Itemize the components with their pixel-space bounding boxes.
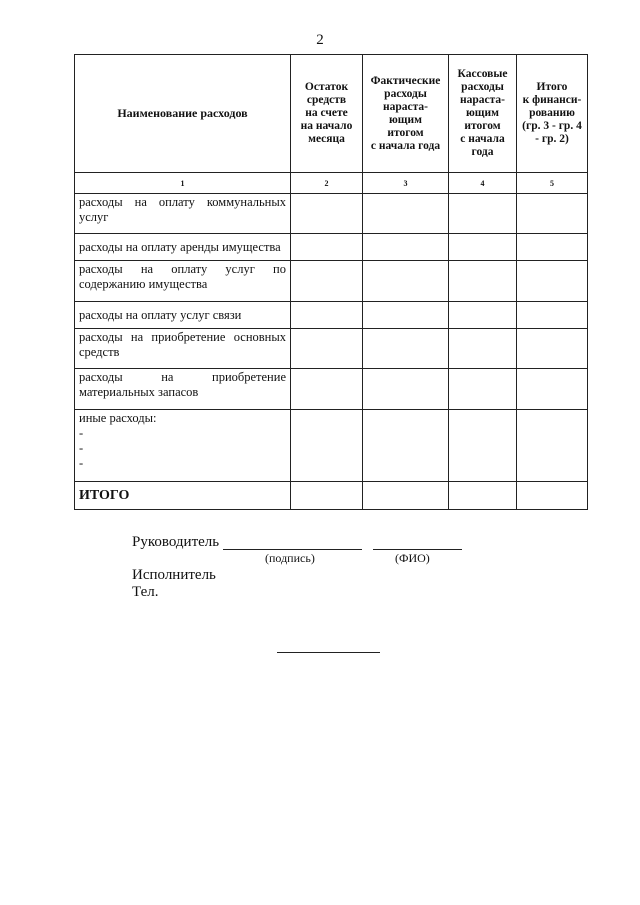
header-line: ющим xyxy=(466,107,499,119)
header-line: к финанси- xyxy=(522,94,582,106)
header-line: Остаток xyxy=(304,81,349,93)
header-line: с начала года xyxy=(370,139,441,152)
table-cell xyxy=(517,410,588,482)
table-row xyxy=(75,302,588,329)
executor-label: Исполнитель xyxy=(132,567,216,583)
header-total-financing xyxy=(517,55,588,173)
column-number: 3 xyxy=(363,173,449,194)
table-cell xyxy=(517,261,588,302)
table-cell xyxy=(449,261,517,302)
header-line: на счете xyxy=(305,107,348,119)
header-line: Фактические xyxy=(370,74,441,87)
table-cell xyxy=(363,482,449,510)
header-line: нараста- xyxy=(460,94,505,106)
table-cell xyxy=(449,410,517,482)
signature-caption: (подпись) xyxy=(265,551,315,565)
table-row xyxy=(75,329,588,369)
table-cell xyxy=(449,482,517,510)
header-line: ющим xyxy=(389,113,422,126)
table-cell xyxy=(291,261,363,302)
table-cell xyxy=(449,194,517,234)
header-line: нараста- xyxy=(383,100,428,113)
header-line: Кассовые xyxy=(457,68,508,80)
column-number: 1 xyxy=(75,173,291,194)
table-cell xyxy=(517,234,588,261)
row-label-rent: расходы на оплату аренды имущества xyxy=(75,234,291,261)
header-line: - гр. 2) xyxy=(535,133,569,145)
bottom-rule xyxy=(277,652,380,653)
row-label-fixed-assets: расходы на приобретение основных средств xyxy=(75,329,291,369)
name-line[interactable] xyxy=(373,549,462,550)
table-cell xyxy=(449,302,517,329)
table-cell xyxy=(517,482,588,510)
header-actual-expenses xyxy=(363,55,449,173)
header-line: рованию xyxy=(529,107,575,119)
header-row xyxy=(75,55,588,173)
column-number: 4 xyxy=(449,173,517,194)
row-label-maintenance: расходы на оплату услуг по содержанию имущества xyxy=(75,261,291,302)
name-caption: (ФИО) xyxy=(395,551,430,565)
row-label-communications: расходы на оплату услуг связи xyxy=(75,302,291,329)
table-cell xyxy=(291,329,363,369)
header-cash-expenses xyxy=(449,55,517,173)
table-cell xyxy=(449,234,517,261)
table-cell xyxy=(291,410,363,482)
other-item: - xyxy=(79,426,84,440)
table-cell xyxy=(291,302,363,329)
row-label-utilities: расходы на оплату коммунальных услуг xyxy=(75,194,291,234)
table-cell xyxy=(291,369,363,410)
column-number: 2 xyxy=(291,173,363,194)
header-line: Наименование расходов xyxy=(117,106,248,120)
table-cell xyxy=(363,410,449,482)
table-cell xyxy=(517,194,588,234)
table-cell xyxy=(363,261,449,302)
table-row xyxy=(75,194,588,234)
header-line: (гр. 3 - гр. 4 xyxy=(522,120,582,132)
table-row xyxy=(75,261,588,302)
table-row xyxy=(75,410,588,482)
other-item: - xyxy=(79,441,84,455)
table-cell xyxy=(363,302,449,329)
table-cell xyxy=(517,369,588,410)
total-row xyxy=(75,482,588,510)
other-item: - xyxy=(79,456,84,470)
row-label-other xyxy=(75,410,291,482)
header-line: расходы xyxy=(461,81,504,93)
header-line: с начала xyxy=(460,133,505,145)
table-cell xyxy=(449,369,517,410)
head-label: Руководитель xyxy=(132,534,220,550)
row-label-inventories: расходы на приобретение материальных запасов xyxy=(75,369,291,410)
table-cell xyxy=(291,234,363,261)
header-balance xyxy=(291,55,363,173)
expenses-table xyxy=(74,54,588,510)
phone-label: Тел. xyxy=(132,584,159,600)
page-number: 2 xyxy=(316,32,324,48)
header-name xyxy=(75,55,291,173)
table-row xyxy=(75,369,588,410)
column-number: 5 xyxy=(517,173,588,194)
signature-line[interactable] xyxy=(223,549,362,550)
header-line: средств xyxy=(306,94,347,106)
table-cell xyxy=(291,482,363,510)
table-cell xyxy=(363,194,449,234)
table-cell xyxy=(363,329,449,369)
table-cell xyxy=(291,194,363,234)
header-line: итогом xyxy=(387,126,424,139)
other-expenses-label: иные расходы: xyxy=(79,411,157,425)
table-row xyxy=(75,234,588,261)
header-line: итогом xyxy=(464,120,501,132)
total-label: ИТОГО xyxy=(75,482,291,510)
header-line: на начало xyxy=(300,120,353,132)
header-line: года xyxy=(471,146,494,158)
table-cell xyxy=(363,369,449,410)
table-cell xyxy=(449,329,517,369)
table-cell xyxy=(363,234,449,261)
header-line: расходы xyxy=(384,87,427,100)
table-cell xyxy=(517,329,588,369)
column-numbers-row xyxy=(75,173,588,194)
table-cell xyxy=(517,302,588,329)
header-line: Итого xyxy=(536,81,568,93)
header-line: месяца xyxy=(308,133,345,145)
